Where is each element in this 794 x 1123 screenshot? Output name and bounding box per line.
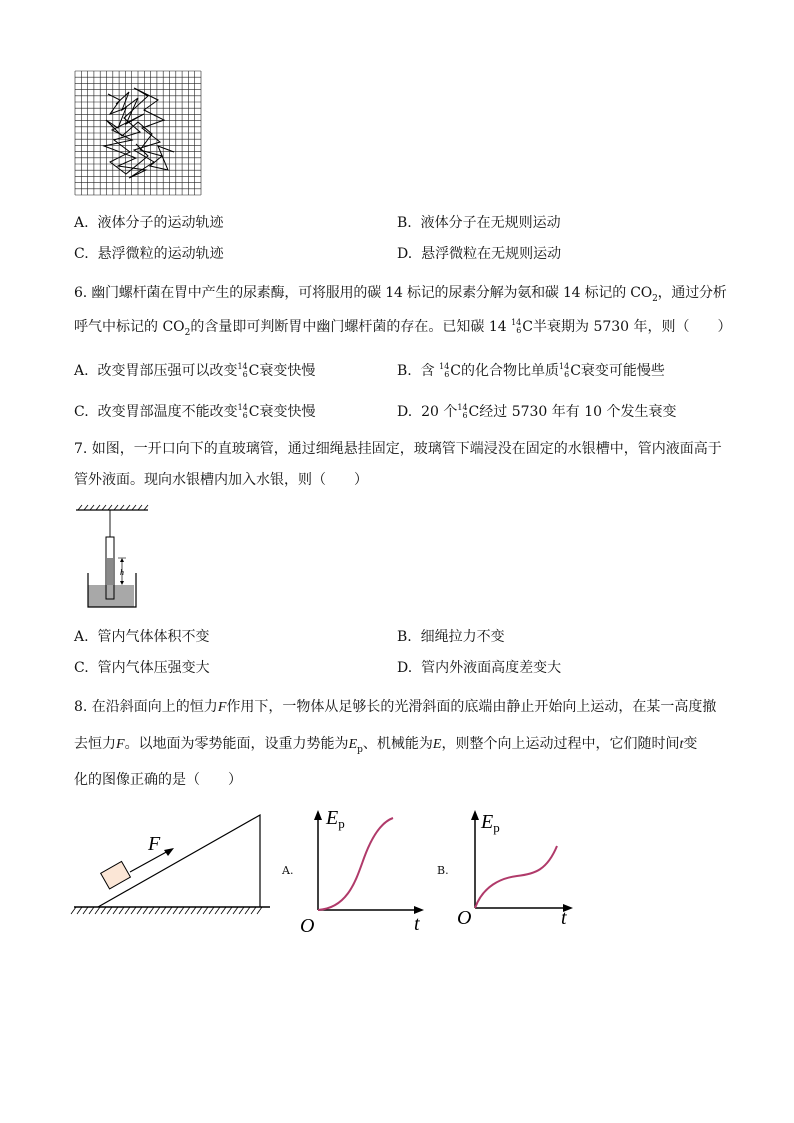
q7-stem-line2: 管外液面。现向水银槽内加入水银，则（ ） [74,472,368,488]
origin-label: O [300,915,315,937]
q6-stem-line2: 呼气中标记的 $CO_2$的含量即可判断胃中幽门螺杆菌的存在。已知碳 14 14 6 C半衰期为 5730 年，则（ ） [74,318,732,338]
option-letter: B. [397,215,412,231]
mercury-tube-figure [74,503,154,611]
graph-a [298,800,433,940]
incline [98,815,260,907]
brownian-motion-grid-figure [74,70,202,196]
option-text: 液体分子的运动轨迹 [97,215,224,231]
option-text: 液体分子在无规则运动 [420,215,561,231]
q5-option-d[interactable] [397,244,561,264]
mercury-trough-liquid [88,585,134,607]
x-axis-label: t [414,913,420,935]
curve-a [318,818,393,910]
q7-option-d[interactable]: D. 管内外液面高度差变大 [397,660,562,676]
h-label: h [120,568,124,577]
q6-option-b[interactable]: B. 含 14 6 C的化合物比单质 14 6 C衰变可能慢些 [397,362,665,379]
block [101,861,131,889]
y-axis-label: $E_p$ [326,807,345,831]
q7-stem-line1: 7. 如图，一开口向下的直玻璃管，通过细绳悬挂固定，玻璃管下端浸没在固定的水银槽中，管内液面高于 [74,441,722,457]
ceiling-hatch [78,505,148,510]
graph-a-letter[interactable]: A. [282,864,294,877]
graph-b [455,800,590,940]
curve-b [475,846,557,908]
q7-option-b[interactable]: B. 细绳拉力不变 [397,629,505,645]
y-axis-label: $E_p$ [481,811,500,835]
isotope-notation: 14 6 [511,318,522,335]
q6-stem-line1: 6. 幽门螺杆菌在胃中产生的尿素酶，可将服用的碳 14 标记的尿素分解为氨和碳 14 标记的 $CO_2$，通过分析 [74,285,727,304]
q6-option-a[interactable]: A. 改变胃部压强可以改变 14 6 C衰变快慢 [74,362,316,379]
q7-option-c[interactable]: C. 管内气体压强变大 [74,660,210,676]
mercury-in-tube [107,558,113,585]
q6-option-c[interactable]: C. 改变胃部温度不能改变 14 6 C衰变快慢 [74,403,316,420]
x-axis-label: t [561,907,567,929]
graph-b-letter[interactable]: B. [437,864,449,877]
q6-option-d[interactable]: D. 20 个 14 6 C经过 5730 年有 10 个发生衰变 [397,403,677,420]
incline-figure [70,808,280,918]
option-text: 悬浮微粒的运动轨迹 [97,246,224,262]
q8-stem-line3: 化的图像正确的是（ ） [74,772,242,788]
force-label: F [148,833,161,855]
option-letter: D. [397,246,413,262]
q5-option-c[interactable] [74,244,224,264]
option-letter: A. [74,215,89,231]
q8-stem-line2: 去恒力F。以地面为零势能面，设重力势能为$E_p$、机械能为E，则整个向上运动过程中，它们随时间t变 [74,736,698,755]
origin-label: O [457,907,472,929]
q7-option-a[interactable]: A. 管内气体体积不变 [74,629,210,645]
ground-hatch [71,907,262,914]
q8-stem-line1: 8. 在沿斜面向上的恒力F作用下，一物体从足够长的光滑斜面的底端由静止开始向上运动，在某一高度撤 [74,699,717,715]
option-text: 悬浮微粒在无规则运动 [421,246,562,262]
option-letter: C. [74,246,89,262]
q5-option-b[interactable] [397,213,561,233]
q5-option-a[interactable] [74,213,223,233]
